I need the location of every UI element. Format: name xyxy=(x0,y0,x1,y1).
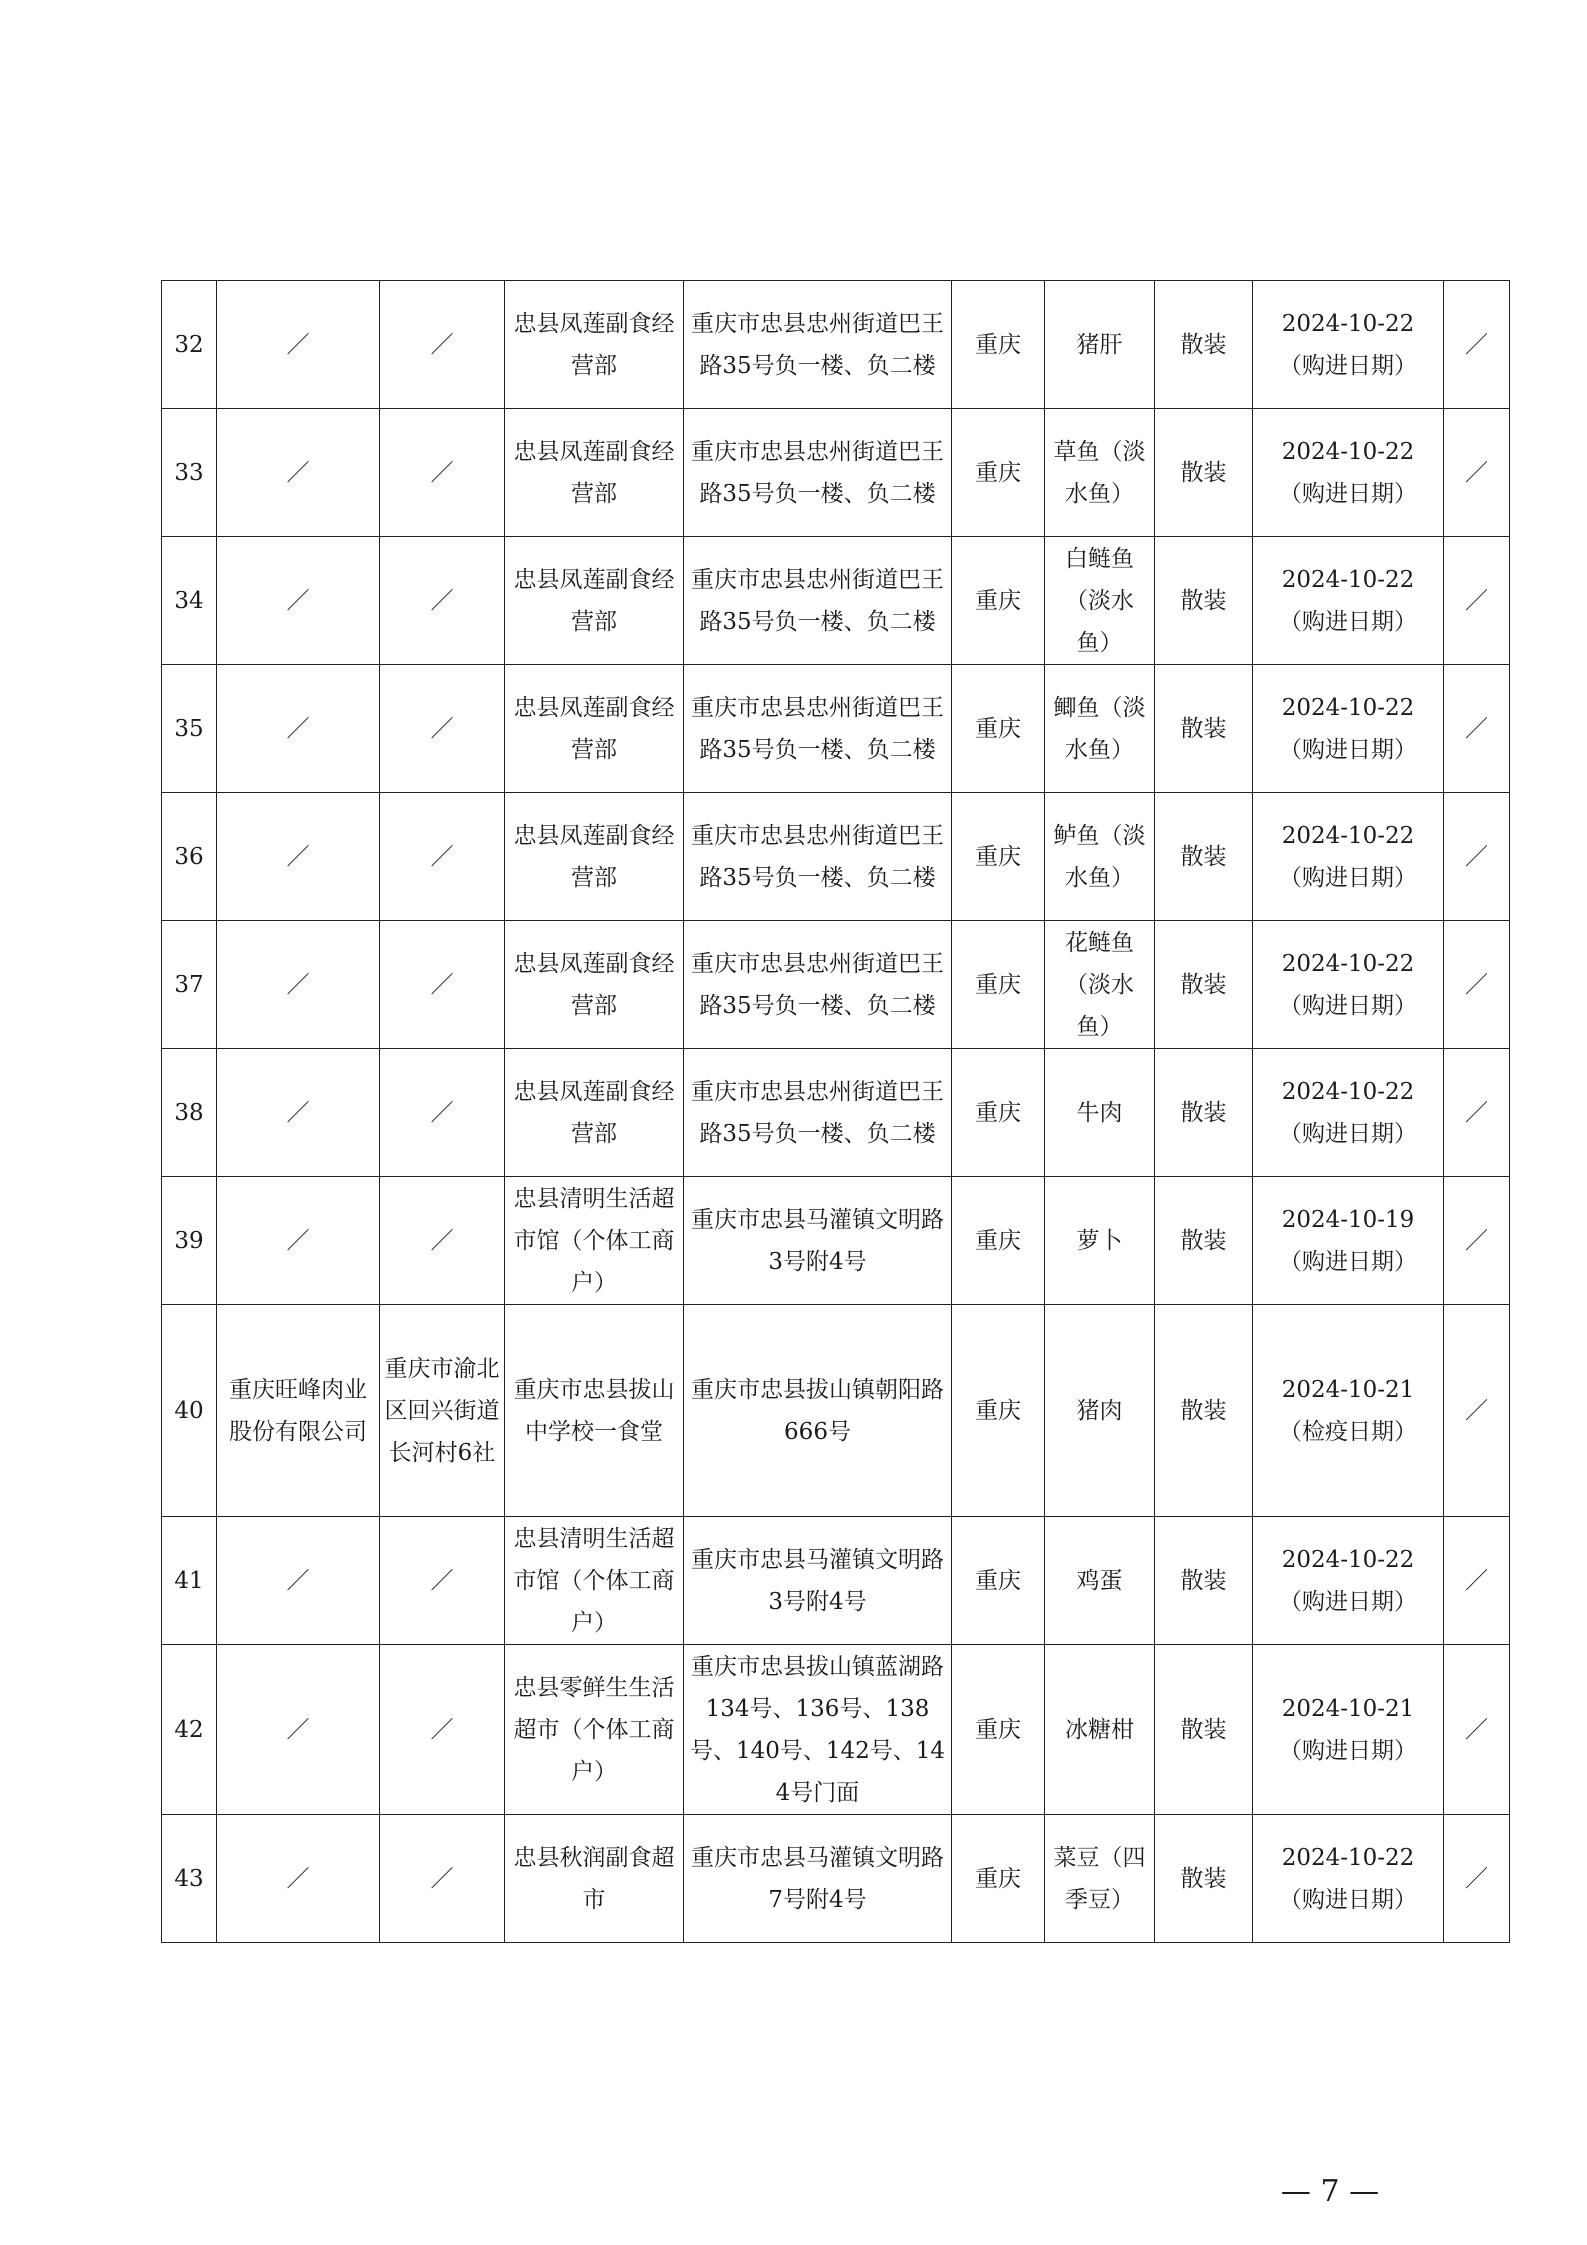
seller-name-cell: 忠县凤莲副食经营部 xyxy=(505,537,684,665)
manufacturer-address-cell: ／ xyxy=(380,281,505,409)
row-number-cell: 36 xyxy=(162,793,217,921)
province-cell: 重庆 xyxy=(952,1517,1045,1645)
province-cell: 重庆 xyxy=(952,1305,1045,1517)
date-value: 2024-10-22 xyxy=(1281,1078,1415,1105)
manufacturer-address-cell: ／ xyxy=(380,1177,505,1305)
province-cell: 重庆 xyxy=(952,281,1045,409)
date-type: （购进日期） xyxy=(1279,1886,1417,1913)
table-row xyxy=(162,1305,1510,1517)
seller-address-cell: 重庆市忠县马灌镇文明路7号附4号 xyxy=(684,1815,952,1943)
page-number: — 7 — xyxy=(1280,2174,1380,2209)
date-value: 2024-10-22 xyxy=(1281,950,1415,977)
row-number-cell: 37 xyxy=(162,921,217,1049)
seller-address-cell: 重庆市忠县忠州街道巴王路35号负一楼、负二楼 xyxy=(684,665,952,793)
seller-address-cell: 重庆市忠县忠州街道巴王路35号负一楼、负二楼 xyxy=(684,793,952,921)
date-cell xyxy=(1253,665,1444,793)
product-name-cell: 花鲢鱼（淡水鱼） xyxy=(1045,921,1155,1049)
manufacturer-address-cell: ／ xyxy=(380,665,505,793)
date-value: 2024-10-22 xyxy=(1281,566,1415,593)
specification-cell: 散装 xyxy=(1155,1177,1253,1305)
specification-cell: 散装 xyxy=(1155,281,1253,409)
seller-name-cell: 忠县凤莲副食经营部 xyxy=(505,793,684,921)
note-cell: ／ xyxy=(1444,537,1510,665)
manufacturer-address-cell: ／ xyxy=(380,1517,505,1645)
seller-name-cell: 重庆市忠县拔山中学校一食堂 xyxy=(505,1305,684,1517)
seller-address-cell: 重庆市忠县忠州街道巴王路35号负一楼、负二楼 xyxy=(684,537,952,665)
date-type: （购进日期） xyxy=(1279,352,1417,379)
manufacturer-name-cell: ／ xyxy=(217,409,380,537)
table-row xyxy=(162,1517,1510,1645)
seller-name-cell: 忠县凤莲副食经营部 xyxy=(505,281,684,409)
seller-name-cell: 忠县秋润副食超市 xyxy=(505,1815,684,1943)
seller-address-cell: 重庆市忠县马灌镇文明路3号附4号 xyxy=(684,1517,952,1645)
row-number-cell: 32 xyxy=(162,281,217,409)
row-number-cell: 41 xyxy=(162,1517,217,1645)
product-name-cell: 鲈鱼（淡水鱼） xyxy=(1045,793,1155,921)
table-row xyxy=(162,281,1510,409)
product-name-cell: 猪肉 xyxy=(1045,1305,1155,1517)
date-type: （购进日期） xyxy=(1279,1737,1417,1764)
date-value: 2024-10-19 xyxy=(1281,1206,1415,1233)
seller-name-cell: 忠县凤莲副食经营部 xyxy=(505,409,684,537)
seller-name-cell: 忠县零鲜生生活超市（个体工商户） xyxy=(505,1645,684,1815)
date-cell xyxy=(1253,1645,1444,1815)
manufacturer-address-cell: ／ xyxy=(380,409,505,537)
seller-name-cell: 忠县清明生活超市馆（个体工商户） xyxy=(505,1177,684,1305)
row-number-cell: 42 xyxy=(162,1645,217,1815)
table-row xyxy=(162,409,1510,537)
date-value: 2024-10-22 xyxy=(1281,1844,1415,1871)
table-row xyxy=(162,537,1510,665)
seller-name-cell: 忠县凤莲副食经营部 xyxy=(505,921,684,1049)
province-cell: 重庆 xyxy=(952,537,1045,665)
province-cell: 重庆 xyxy=(952,793,1045,921)
row-number-cell: 40 xyxy=(162,1305,217,1517)
specification-cell: 散装 xyxy=(1155,665,1253,793)
date-type: （购进日期） xyxy=(1279,1120,1417,1147)
date-value: 2024-10-21 xyxy=(1281,1695,1415,1722)
product-name-cell: 白鲢鱼（淡水鱼） xyxy=(1045,537,1155,665)
table-row xyxy=(162,921,1510,1049)
date-value: 2024-10-22 xyxy=(1281,1546,1415,1573)
date-value: 2024-10-22 xyxy=(1281,694,1415,721)
seller-name-cell: 忠县清明生活超市馆（个体工商户） xyxy=(505,1517,684,1645)
product-name-cell: 菜豆（四季豆） xyxy=(1045,1815,1155,1943)
specification-cell: 散装 xyxy=(1155,921,1253,1049)
province-cell: 重庆 xyxy=(952,665,1045,793)
sampling-results-table xyxy=(161,280,1510,1943)
province-cell: 重庆 xyxy=(952,921,1045,1049)
date-value: 2024-10-22 xyxy=(1281,438,1415,465)
manufacturer-address-cell: 重庆市渝北区回兴街道长河村6社 xyxy=(380,1305,505,1517)
note-cell: ／ xyxy=(1444,281,1510,409)
manufacturer-name-cell: 重庆旺峰肉业股份有限公司 xyxy=(217,1305,380,1517)
note-cell: ／ xyxy=(1444,409,1510,537)
date-cell xyxy=(1253,1049,1444,1177)
manufacturer-name-cell: ／ xyxy=(217,281,380,409)
seller-name-cell: 忠县凤莲副食经营部 xyxy=(505,1049,684,1177)
date-value: 2024-10-22 xyxy=(1281,822,1415,849)
manufacturer-name-cell: ／ xyxy=(217,793,380,921)
manufacturer-address-cell: ／ xyxy=(380,537,505,665)
date-type: （购进日期） xyxy=(1279,864,1417,891)
manufacturer-name-cell: ／ xyxy=(217,1645,380,1815)
table-row xyxy=(162,793,1510,921)
date-cell xyxy=(1253,793,1444,921)
date-cell xyxy=(1253,409,1444,537)
specification-cell: 散装 xyxy=(1155,537,1253,665)
table-row xyxy=(162,1049,1510,1177)
product-name-cell: 鸡蛋 xyxy=(1045,1517,1155,1645)
specification-cell: 散装 xyxy=(1155,1815,1253,1943)
note-cell: ／ xyxy=(1444,793,1510,921)
manufacturer-name-cell: ／ xyxy=(217,1815,380,1943)
date-cell xyxy=(1253,1177,1444,1305)
manufacturer-name-cell: ／ xyxy=(217,1177,380,1305)
product-name-cell: 牛肉 xyxy=(1045,1049,1155,1177)
table-body xyxy=(162,281,1510,1943)
date-cell xyxy=(1253,281,1444,409)
date-cell xyxy=(1253,921,1444,1049)
note-cell: ／ xyxy=(1444,1305,1510,1517)
product-name-cell: 猪肝 xyxy=(1045,281,1155,409)
row-number-cell: 39 xyxy=(162,1177,217,1305)
note-cell: ／ xyxy=(1444,921,1510,1049)
date-cell xyxy=(1253,537,1444,665)
row-number-cell: 43 xyxy=(162,1815,217,1943)
specification-cell: 散装 xyxy=(1155,1305,1253,1517)
manufacturer-address-cell: ／ xyxy=(380,1815,505,1943)
manufacturer-name-cell: ／ xyxy=(217,537,380,665)
manufacturer-name-cell: ／ xyxy=(217,1049,380,1177)
date-value: 2024-10-21 xyxy=(1281,1376,1415,1403)
date-type: （检疫日期） xyxy=(1279,1418,1417,1445)
seller-address-cell: 重庆市忠县忠州街道巴王路35号负一楼、负二楼 xyxy=(684,1049,952,1177)
manufacturer-address-cell: ／ xyxy=(380,921,505,1049)
row-number-cell: 34 xyxy=(162,537,217,665)
manufacturer-address-cell: ／ xyxy=(380,1049,505,1177)
specification-cell: 散装 xyxy=(1155,409,1253,537)
province-cell: 重庆 xyxy=(952,1049,1045,1177)
seller-name-cell: 忠县凤莲副食经营部 xyxy=(505,665,684,793)
date-cell xyxy=(1253,1517,1444,1645)
seller-address-cell: 重庆市忠县拔山镇朝阳路666号 xyxy=(684,1305,952,1517)
note-cell: ／ xyxy=(1444,1049,1510,1177)
seller-address-cell: 重庆市忠县拔山镇蓝湖路134号、136号、138号、140号、142号、144号门面 xyxy=(684,1645,952,1815)
table-row xyxy=(162,1177,1510,1305)
product-name-cell: 萝卜 xyxy=(1045,1177,1155,1305)
seller-address-cell: 重庆市忠县忠州街道巴王路35号负一楼、负二楼 xyxy=(684,921,952,1049)
date-type: （购进日期） xyxy=(1279,608,1417,635)
province-cell: 重庆 xyxy=(952,1177,1045,1305)
seller-address-cell: 重庆市忠县马灌镇文明路3号附4号 xyxy=(684,1177,952,1305)
date-value: 2024-10-22 xyxy=(1281,310,1415,337)
specification-cell: 散装 xyxy=(1155,1049,1253,1177)
date-cell xyxy=(1253,1815,1444,1943)
date-type: （购进日期） xyxy=(1279,1588,1417,1615)
manufacturer-address-cell: ／ xyxy=(380,1645,505,1815)
row-number-cell: 38 xyxy=(162,1049,217,1177)
date-type: （购进日期） xyxy=(1279,736,1417,763)
specification-cell: 散装 xyxy=(1155,793,1253,921)
note-cell: ／ xyxy=(1444,665,1510,793)
row-number-cell: 35 xyxy=(162,665,217,793)
date-type: （购进日期） xyxy=(1279,1248,1417,1275)
manufacturer-name-cell: ／ xyxy=(217,665,380,793)
date-type: （购进日期） xyxy=(1279,992,1417,1019)
specification-cell: 散装 xyxy=(1155,1517,1253,1645)
specification-cell: 散装 xyxy=(1155,1645,1253,1815)
product-name-cell: 鲫鱼（淡水鱼） xyxy=(1045,665,1155,793)
note-cell: ／ xyxy=(1444,1517,1510,1645)
table-row xyxy=(162,1645,1510,1815)
province-cell: 重庆 xyxy=(952,1815,1045,1943)
date-cell xyxy=(1253,1305,1444,1517)
date-type: （购进日期） xyxy=(1279,480,1417,507)
table-row xyxy=(162,665,1510,793)
manufacturer-name-cell: ／ xyxy=(217,1517,380,1645)
manufacturer-name-cell: ／ xyxy=(217,921,380,1049)
note-cell: ／ xyxy=(1444,1177,1510,1305)
note-cell: ／ xyxy=(1444,1815,1510,1943)
seller-address-cell: 重庆市忠县忠州街道巴王路35号负一楼、负二楼 xyxy=(684,281,952,409)
note-cell: ／ xyxy=(1444,1645,1510,1815)
product-name-cell: 冰糖柑 xyxy=(1045,1645,1155,1815)
seller-address-cell: 重庆市忠县忠州街道巴王路35号负一楼、负二楼 xyxy=(684,409,952,537)
manufacturer-address-cell: ／ xyxy=(380,793,505,921)
row-number-cell: 33 xyxy=(162,409,217,537)
province-cell: 重庆 xyxy=(952,409,1045,537)
product-name-cell: 草鱼（淡水鱼） xyxy=(1045,409,1155,537)
province-cell: 重庆 xyxy=(952,1645,1045,1815)
table-row xyxy=(162,1815,1510,1943)
